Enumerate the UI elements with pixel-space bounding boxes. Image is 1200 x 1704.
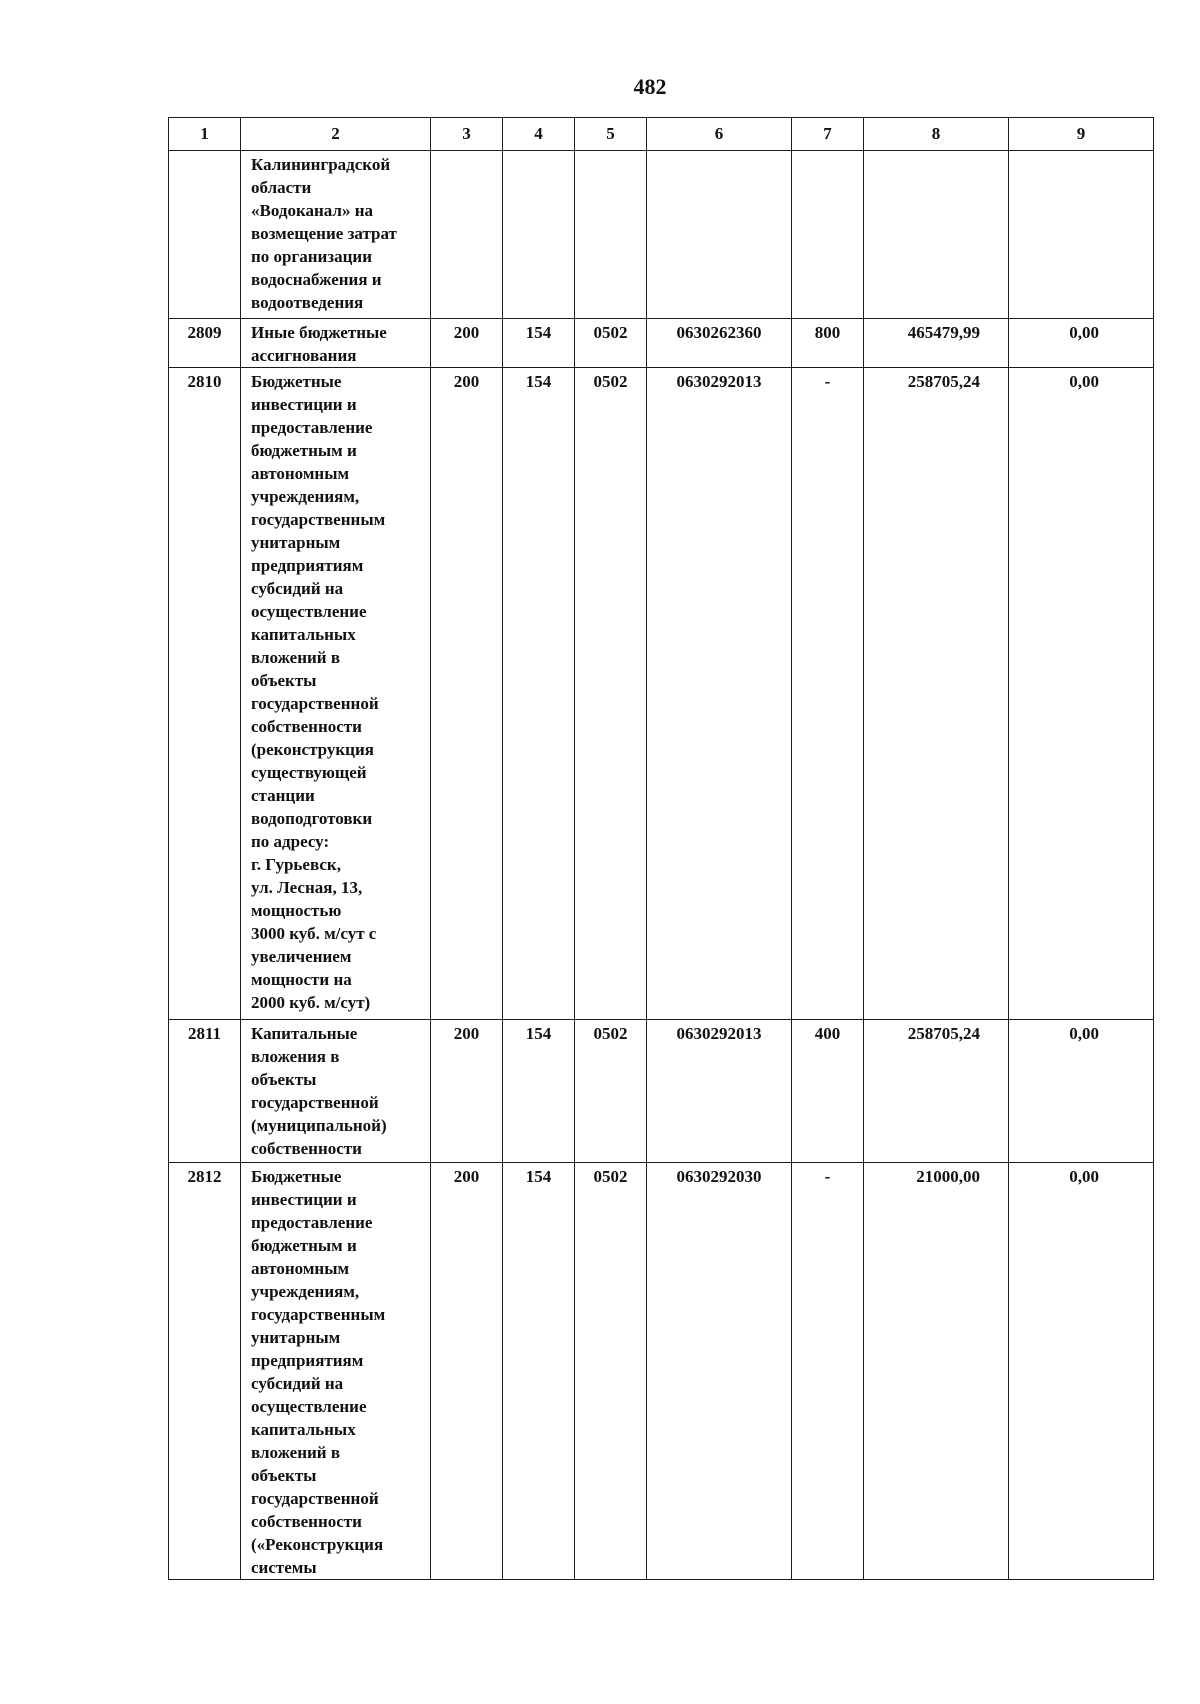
description-line: увеличением (251, 947, 352, 966)
description-line: инвестиции и (251, 395, 357, 414)
description-line: возмещение затрат (251, 224, 397, 243)
page-number: 482 (633, 74, 667, 99)
budget-table (168, 117, 1154, 1580)
row-number-cell (169, 151, 241, 319)
code-cell-5: 0502 (575, 1020, 647, 1163)
description-line: «Водоканал» на (251, 201, 374, 220)
code-cell-6: 0630292013 (647, 368, 792, 1020)
amount-cell-8 (864, 151, 1009, 319)
description-cell (241, 1020, 431, 1163)
code-cell-3: 200 (431, 319, 503, 368)
amount-cell-9: 0,00 (1009, 368, 1154, 1020)
description-line: Калининградской (251, 155, 391, 174)
description-line: объекты (251, 1466, 317, 1485)
description-line: автономным (251, 1259, 350, 1278)
description-line: учреждениям, (251, 487, 360, 506)
code-cell-4 (503, 151, 575, 319)
description-line: собственности (251, 717, 362, 736)
amount-cell-8: 258705,24 (864, 368, 1009, 1020)
description-line: станции (251, 786, 315, 805)
description-line: бюджетным и (251, 441, 357, 460)
amount-cell-9 (1009, 151, 1154, 319)
description-line: водоотведения (251, 293, 364, 312)
code-cell-3: 200 (431, 1020, 503, 1163)
description-line: собственности (251, 1512, 362, 1531)
table-body (169, 151, 1154, 1580)
description-line: государственной (251, 694, 379, 713)
description-line: вложений в (251, 648, 341, 667)
description-line: бюджетным и (251, 1236, 357, 1255)
code-cell-7 (792, 151, 864, 319)
code-cell-4: 154 (503, 368, 575, 1020)
description-line: капитальных (251, 625, 356, 644)
description-line: объекты (251, 1070, 317, 1089)
amount-cell-8: 465479,99 (864, 319, 1009, 368)
description-line: государственной (251, 1489, 379, 1508)
description-line: субсидий на (251, 579, 344, 598)
code-cell-7: 800 (792, 319, 864, 368)
description-line: государственной (251, 1093, 379, 1112)
description-line: водоподготовки (251, 809, 373, 828)
code-cell-5: 0502 (575, 368, 647, 1020)
description-line: объекты (251, 671, 317, 690)
description-line: мощностью (251, 901, 342, 920)
code-cell-5: 0502 (575, 1163, 647, 1580)
description-cell (241, 319, 431, 368)
code-cell-5: 0502 (575, 319, 647, 368)
amount-cell-8: 258705,24 (864, 1020, 1009, 1163)
row-number-cell: 2809 (169, 319, 241, 368)
description-line: водоснабжения и (251, 270, 382, 289)
column-header-1: 1 (169, 118, 241, 151)
description-line: предприятиям (251, 1351, 364, 1370)
code-cell-6: 0630262360 (647, 319, 792, 368)
description-line: предоставление (251, 1213, 373, 1232)
column-header-7: 7 (792, 118, 864, 151)
description-line: учреждениям, (251, 1282, 360, 1301)
description-line: ул. Лесная, 13, (251, 878, 363, 897)
code-cell-6 (647, 151, 792, 319)
description-line: осуществление (251, 1397, 367, 1416)
description-line: капитальных (251, 1420, 356, 1439)
table-row (169, 151, 1154, 319)
code-cell-6: 0630292030 (647, 1163, 792, 1580)
description-line: Бюджетные (251, 372, 342, 391)
description-line: Иные бюджетные (251, 323, 387, 342)
amount-cell-9: 0,00 (1009, 1020, 1154, 1163)
code-cell-7: - (792, 1163, 864, 1580)
description-line: существующей (251, 763, 367, 782)
header-row (169, 118, 1154, 151)
description-cell (241, 368, 431, 1020)
code-cell-3: 200 (431, 1163, 503, 1580)
table-row (169, 1163, 1154, 1580)
description-line: по организации (251, 247, 373, 266)
column-header-9: 9 (1009, 118, 1154, 151)
code-cell-6: 0630292013 (647, 1020, 792, 1163)
description-line: Бюджетные (251, 1167, 342, 1186)
code-cell-7: - (792, 368, 864, 1020)
description-line: (реконструкция (251, 740, 374, 759)
code-cell-4: 154 (503, 1020, 575, 1163)
description-line: вложений в (251, 1443, 341, 1462)
description-line: субсидий на (251, 1374, 344, 1393)
description-line: инвестиции и (251, 1190, 357, 1209)
column-header-4: 4 (503, 118, 575, 151)
table-row (169, 319, 1154, 368)
row-number-cell: 2811 (169, 1020, 241, 1163)
code-cell-5 (575, 151, 647, 319)
description-line: государственным (251, 1305, 386, 1324)
column-header-8: 8 (864, 118, 1009, 151)
column-header-3: 3 (431, 118, 503, 151)
description-line: унитарным (251, 533, 341, 552)
description-line: 3000 куб. м/сут с (251, 924, 377, 943)
description-line: Капитальные (251, 1024, 358, 1043)
description-line: предоставление (251, 418, 373, 437)
description-line: государственным (251, 510, 386, 529)
description-line: ассигнования (251, 346, 357, 365)
description-line: г. Гурьевск, (251, 855, 341, 874)
code-cell-4: 154 (503, 319, 575, 368)
code-cell-3 (431, 151, 503, 319)
description-line: собственности (251, 1139, 362, 1158)
description-line: осуществление (251, 602, 367, 621)
code-cell-7: 400 (792, 1020, 864, 1163)
column-header-5: 5 (575, 118, 647, 151)
description-cell (241, 1163, 431, 1580)
description-line: системы (251, 1558, 317, 1577)
column-header-2: 2 (241, 118, 431, 151)
table-row (169, 1020, 1154, 1163)
description-line: области (251, 178, 312, 197)
row-number-cell: 2812 (169, 1163, 241, 1580)
column-header-6: 6 (647, 118, 792, 151)
code-cell-3: 200 (431, 368, 503, 1020)
description-line: («Реконструкция (251, 1535, 384, 1554)
row-number-cell: 2810 (169, 368, 241, 1020)
description-line: (муниципальной) (251, 1116, 387, 1135)
table-row (169, 368, 1154, 1020)
amount-cell-8: 21000,00 (864, 1163, 1009, 1580)
description-line: автономным (251, 464, 350, 483)
amount-cell-9: 0,00 (1009, 319, 1154, 368)
description-cell (241, 151, 431, 319)
amount-cell-9: 0,00 (1009, 1163, 1154, 1580)
description-line: мощности на (251, 970, 352, 989)
description-line: вложения в (251, 1047, 340, 1066)
budget-table-container (168, 117, 1148, 1580)
description-line: по адресу: (251, 832, 330, 851)
description-line: предприятиям (251, 556, 364, 575)
description-line: 2000 куб. м/сут) (251, 993, 371, 1012)
description-line: унитарным (251, 1328, 341, 1347)
code-cell-4: 154 (503, 1163, 575, 1580)
